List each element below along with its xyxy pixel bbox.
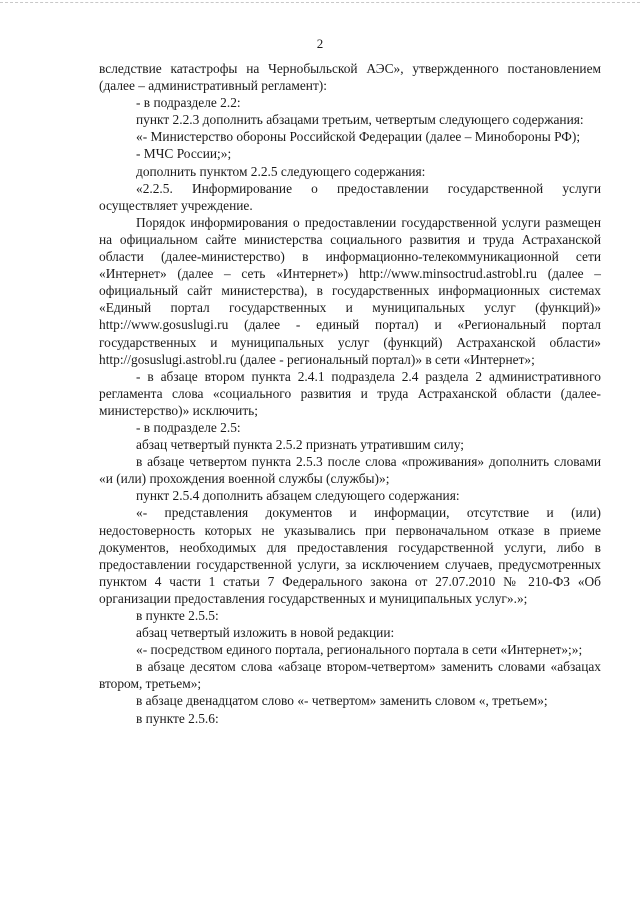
page-number: 2 xyxy=(316,36,324,51)
paragraph-subsection-2-2: - в подразделе 2.2: xyxy=(136,95,241,111)
paragraph-subsection-2-5: - в подразделе 2.5: xyxy=(136,419,241,435)
paragraph-2-5-2: абзац четвертый пункта 2.5.2 признать утратившим силу; xyxy=(136,437,464,453)
paragraph-2-5-5-abzac-10: в абзаце десятом слова «абзаце втором-четвертом» заменить словами «абзацах втором, третьем»; xyxy=(99,659,601,692)
paragraph-minoborony: «- Министерство обороны Российской Федерации (далее – Минобороны РФ); xyxy=(136,129,581,145)
paragraph-2-5-5: в пункте 2.5.5: xyxy=(136,608,219,623)
paragraph-2-5-5-portal: «- посредством единого портала, регионального портала в сети «Интернет»;»; xyxy=(136,642,583,658)
paragraph-informing-procedure: Порядок информирования о предоставлении государственной услуги размещен на официальном сайте министерства социального развития и труда Астраханской области (далее-министерство) в информационно-телекоммуникационной сети «Интернет» (далее – сеть «Интернет») http://www.minsoctrud.astrobl.ru (далее – официальный сайт министерства), в государственных информационных системах «Единый портал государственных и муниципальных услуг (функций)» http://www.gosuslugi.ru (далее - единый портал) и «Региональный портал государственных и муниципальных услуг (функций) Астраханской области» http://gosuslugi.astrobl.ru (далее - региональный портал)» в сети «Интернет»; xyxy=(99,214,601,367)
paragraph-2-5-6: в пункте 2.5.6: xyxy=(136,710,219,726)
paragraph-2-2-5-text: «2.2.5. Информирование о предоставлении государственной услуги осуществляет учреждение. xyxy=(99,180,601,213)
paragraph-2-5-3: в абзаце четвертом пункта 2.5.3 после слова «проживания» дополнить словами «и (или) прохождения военной службы (службы)»; xyxy=(99,454,601,487)
paragraph-2-5-4-text: «- представления документов и информации, отсутствие и (или) недостоверность которых не указывались при первоначальном отказе в приеме документов, необходимых для предоставления государственной услуги, либо в предоставлении государственной услуги, за исключением случаев, предусмотренных пунктом 4 части 1 статьи 7 Федерального закона от 27.07.2010 № 210-ФЗ «Об организации предоставления государственных и муниципальных услуг».»; xyxy=(99,505,601,606)
paragraph-2-5-5-abzac-12: в абзаце двенадцатом слово «- четвертом» заменить словом «, третьем»; xyxy=(136,693,548,709)
paragraph-item-2-2-3: пункт 2.2.3 дополнить абзацами третьим, четвертым следующего содержания: xyxy=(136,112,584,128)
paragraph-2-5-4: пункт 2.5.4 дополнить абзацем следующего содержания: xyxy=(136,488,460,504)
paragraph-mchs: - МЧС России;»; xyxy=(136,146,232,162)
paragraph-2-5-5-abzac-4: абзац четвертый изложить в новой редакции: xyxy=(136,625,395,641)
document-body xyxy=(99,60,601,727)
scan-edge-line xyxy=(0,2,640,3)
paragraph-intro-continuation: вследствие катастрофы на Чернобыльской АЭС», утвержденного постановлением (далее – административный регламент): xyxy=(99,61,601,94)
paragraph-2-4-1: - в абзаце втором пункта 2.4.1 подраздела 2.4 раздела 2 административного регламента слова «социального развития и труда Астраханской области (далее-министерство)» исключить; xyxy=(99,368,601,418)
paragraph-add-2-2-5: дополнить пунктом 2.2.5 следующего содержания: xyxy=(136,163,426,179)
